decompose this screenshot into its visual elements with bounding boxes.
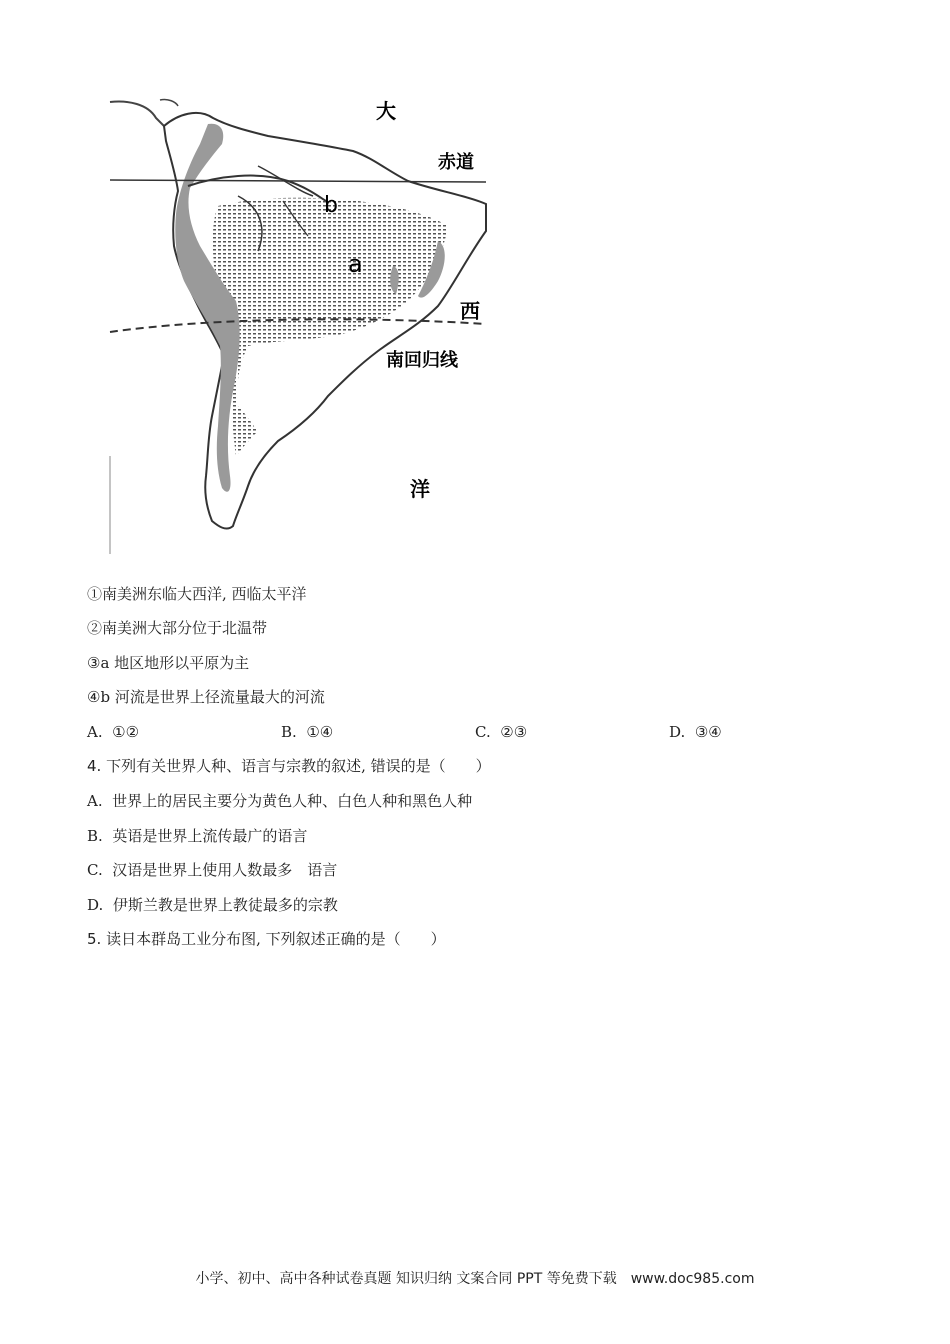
q3-option-d-letter: D. (669, 723, 686, 741)
q4-option-d[interactable] (87, 895, 338, 915)
q4-option-d-letter: D. (87, 896, 104, 914)
label-region-a: a (348, 250, 363, 278)
q4-stem-text: 下列有关世界人种、语言与宗教的叙述, 错误的是（ ） (106, 757, 491, 775)
south-america-map (108, 96, 488, 556)
q4-option-c[interactable] (87, 860, 337, 880)
caribbean-island (160, 99, 178, 106)
q4-option-a[interactable] (87, 791, 472, 811)
q3-option-a[interactable] (87, 722, 139, 742)
label-atlantic-top: 大 (376, 99, 396, 123)
q3-option-d-text: ③④ (694, 723, 722, 741)
q3-option-a-letter: A. (87, 723, 103, 741)
q3-option-b-letter: B. (281, 723, 297, 741)
statement-1: ①南美洲东临大西洋, 西临太平洋 (87, 585, 307, 603)
q3-option-c-text: ②③ (500, 723, 528, 741)
label-river-b: b (324, 193, 338, 218)
q4-option-b-letter: B. (87, 827, 103, 845)
page-footer: 小学、初中、高中各种试卷真题 知识归纳 文案合同 PPT 等免费下载 www.doc985.com (195, 1271, 755, 1287)
label-equator: 赤道 (438, 152, 474, 173)
q3-option-a-text: ①② (112, 723, 140, 741)
statement-3: ③a 地区地形以平原为主 (87, 654, 250, 672)
q4-option-a-letter: A. (87, 792, 103, 810)
q4-number: 4. (87, 757, 102, 775)
q4-stem (87, 756, 491, 776)
equator-line (110, 180, 486, 182)
q5-stem (87, 929, 446, 949)
label-ocean: 洋 (410, 477, 430, 501)
q4-option-a-text: 世界上的居民主要分为黄色人种、白色人种和黑色人种 (112, 792, 473, 810)
q5-stem-text: 读日本群岛工业分布图, 下列叙述正确的是（ ） (106, 930, 446, 948)
label-west: 西 (460, 299, 480, 323)
statement-2: ②南美洲大部分位于北温带 (87, 619, 268, 637)
q4-option-b[interactable] (87, 826, 307, 846)
label-tropic: 南回归线 (386, 350, 458, 371)
central-america-outline (110, 102, 164, 126)
q3-option-c-letter: C. (475, 723, 491, 741)
q3-option-b[interactable] (281, 722, 333, 742)
statement-4: ④b 河流是世界上径流量最大的河流 (87, 688, 325, 706)
q4-option-d-text: 伊斯兰教是世界上教徒最多的宗教 (112, 896, 338, 914)
map-svg (108, 96, 488, 556)
q3-option-b-text: ①④ (306, 723, 334, 741)
q3-option-d[interactable] (669, 722, 722, 742)
q4-option-b-text: 英语是世界上流传最广的语言 (112, 827, 308, 845)
q3-option-c[interactable] (475, 722, 527, 742)
q5-number: 5. (87, 930, 102, 948)
q4-option-c-text: 汉语是世界上使用人数最多 语言 (112, 861, 338, 879)
q4-option-c-letter: C. (87, 861, 103, 879)
